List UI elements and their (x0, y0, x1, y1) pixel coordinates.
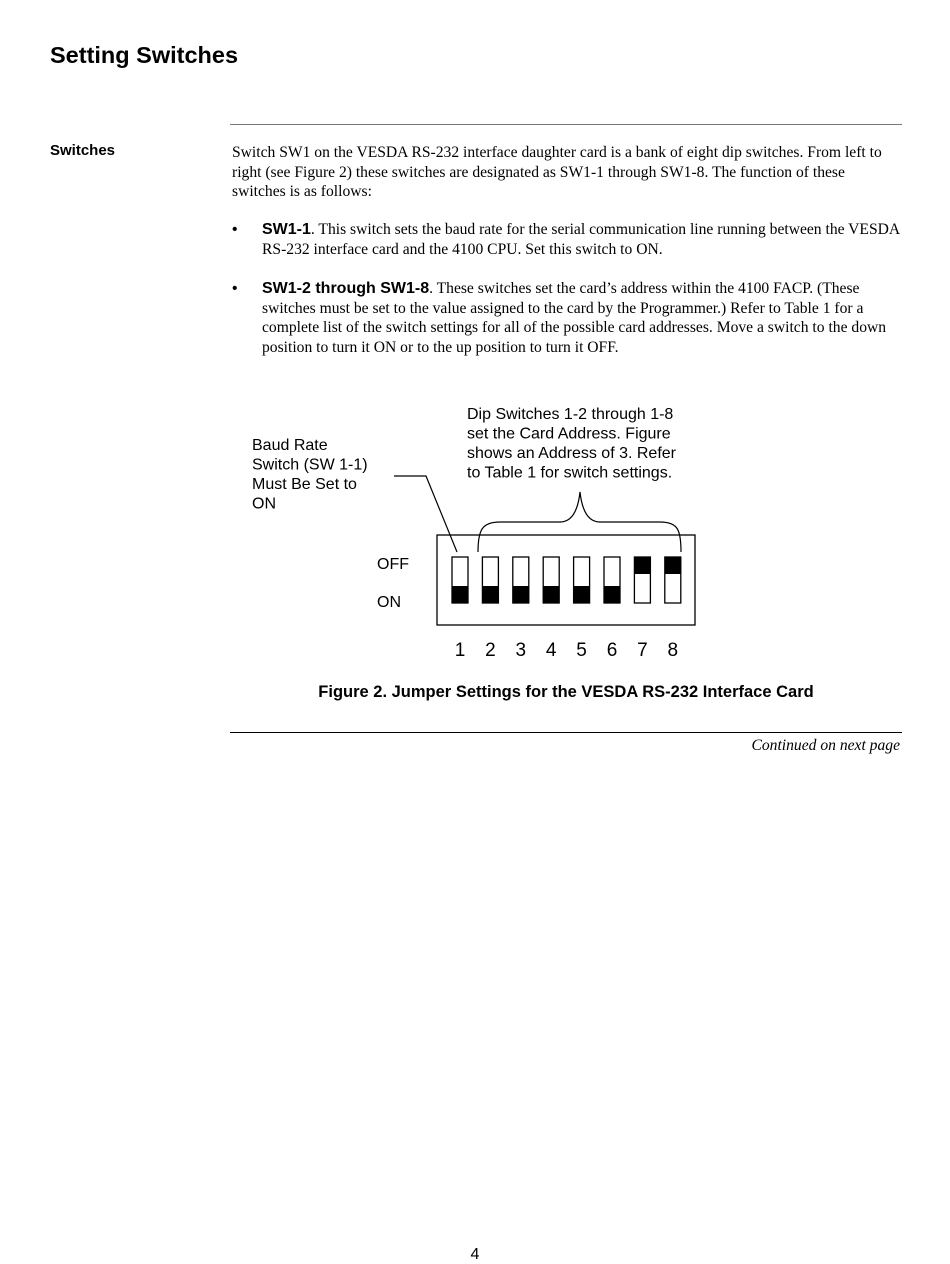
switch-actuator (513, 586, 529, 603)
switch-actuator (604, 586, 620, 603)
switch-actuator (482, 586, 498, 603)
section-label: Switches (50, 142, 116, 159)
switch-number: 1 (454, 640, 466, 661)
switch-number-row (455, 640, 678, 661)
page-number: 4 (470, 1246, 480, 1263)
switch-number: 4 (545, 640, 557, 661)
page-title: Setting Switches (50, 42, 239, 68)
switch-number: 6 (606, 640, 618, 661)
off-label: OFF (377, 556, 409, 573)
dip-switch-8 (665, 557, 681, 603)
baud-rate-leader-line (394, 476, 457, 552)
switch-number: 5 (576, 640, 587, 661)
baud-rate-callout-line: Baud Rate (252, 437, 328, 454)
dip-switch-3 (513, 557, 529, 603)
dip-switch-2 (482, 557, 498, 603)
dip-switch-housing (437, 535, 695, 625)
bullet-text: . This switch sets the baud rate for the serial communication line running between the VESDA RS-232 interface card and the 4100 CPU. Set this switch to ON. (262, 221, 900, 258)
dip-switch-1 (452, 557, 468, 603)
on-label: ON (377, 594, 401, 611)
switch-number: 7 (637, 640, 648, 661)
continued-note: Continued on next page (751, 737, 900, 754)
intro-paragraph: Switch SW1 on the VESDA RS-232 interface daughter card is a bank of eight dip switches. From left to right (see Figure 2) these switches are designated as SW1-1 through SW1-8. The function of these switches is as follows: (232, 144, 882, 200)
dip-switch-6 (604, 557, 620, 603)
dip-switch-7 (634, 557, 650, 603)
baud-rate-callout-line: ON (252, 495, 276, 513)
figure-caption: Figure 2. Jumper Settings for the VESDA RS-232 Interface Card (318, 683, 814, 701)
bullet-term: SW1-2 through SW1-8 (262, 280, 430, 297)
address-callout-line: Dip Switches 1-2 through 1-8 (467, 406, 674, 423)
bottom-divider (230, 732, 902, 733)
switch-number: 8 (667, 640, 679, 661)
baud-rate-callout-line: Switch (SW 1-1) (252, 456, 368, 474)
switch-actuator (634, 557, 650, 574)
dip-switch-5 (574, 557, 590, 603)
address-callout-line: set the Card Address. Figure (467, 425, 671, 443)
dip-switch-4 (543, 557, 559, 603)
switch-actuator (543, 586, 559, 603)
address-brace (478, 492, 681, 552)
switch-actuator (665, 557, 681, 574)
baud-rate-callout-line: Must Be Set to (252, 476, 357, 493)
switch-number: 2 (485, 640, 496, 661)
bullet-term: SW1-1 (262, 221, 311, 238)
switch-actuator (452, 586, 468, 603)
address-callout-line: shows an Address of 3. Refer (467, 445, 676, 462)
bullet-dot-icon: • (232, 221, 238, 238)
bullet-text: . These switches set the card’s address within the 4100 FACP. (These switches must be set to the value assigned to the card by the Programmer.) Refer to Table 1 for a complete list of the switch settings for all of the possible card addresses. Move a switch to the down position to turn it ON or to the up position to turn it OFF. (262, 280, 887, 356)
address-callout-line: to Table 1 for switch settings. (467, 464, 673, 482)
switch-actuator (574, 586, 590, 603)
switch-number: 3 (515, 640, 527, 661)
bullet-dot-icon: • (232, 280, 238, 297)
dip-switch-bank (452, 557, 681, 603)
